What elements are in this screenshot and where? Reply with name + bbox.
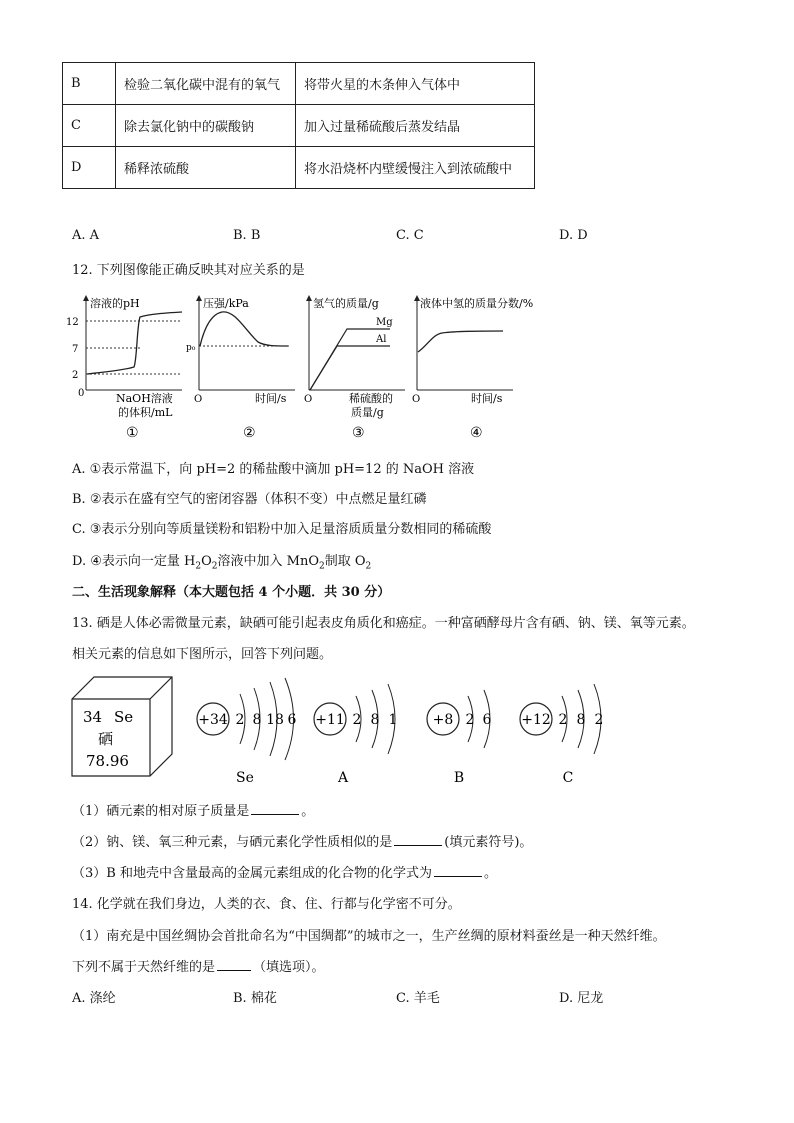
q12-option-c: C. ③表示分别向等质量镁粉和铝粉中加入足量溶质质量分数相同的稀硫酸: [72, 522, 492, 537]
q13-element-diagram: [70, 672, 630, 790]
graph-1-tick-12: 12: [66, 317, 79, 328]
q13-sub-1: （1）硒元素的相对原子质量是 。: [72, 804, 315, 819]
graph-3-xlabel-1: 稀硫酸的: [349, 392, 393, 405]
q14-option-c: C. 羊毛: [396, 991, 440, 1006]
nucleus-c: +12: [521, 712, 551, 728]
graph-1-number: ①: [126, 425, 139, 441]
q11-option-d: D. D: [559, 228, 588, 243]
graph-2-origin: O: [194, 394, 203, 405]
q12-option-b: B. ②表示在盛有空气的密闭容器（体积不变）中点燃足量红磷: [72, 492, 427, 507]
answer-blank[interactable]: [251, 813, 299, 815]
electron-shell: 6: [287, 712, 297, 728]
graph-2: [186, 296, 295, 441]
electron-shell: 2: [235, 712, 245, 728]
row-method: 将水沿烧杯内壁缓慢注入到浓硫酸中: [296, 147, 535, 189]
q11-option-a: A. A: [72, 228, 100, 243]
atom-b: [427, 690, 492, 786]
graph-2-number: ②: [243, 425, 256, 441]
electron-shell: 2: [465, 712, 475, 728]
electron-shell: 8: [370, 712, 380, 728]
row-purpose: 除去氯化钠中的碳酸钠: [116, 105, 296, 147]
experiment-table: [62, 62, 535, 189]
nucleus-a: +11: [315, 712, 345, 728]
atom-label-se: Se: [236, 770, 254, 786]
electron-shell: 8: [252, 712, 262, 728]
row-purpose: 稀释浓硫酸: [116, 147, 296, 189]
graph-1-xlabel-2: 的体积/mL: [118, 406, 173, 419]
element-cell: [72, 677, 172, 776]
electron-shell: 2: [594, 712, 604, 728]
electron-shell: 1: [388, 712, 398, 728]
graph-2-ylabel: 压强/kPa: [203, 297, 249, 310]
graph-1-tick-7: 7: [72, 344, 79, 355]
graph-3-al: Al: [376, 334, 387, 345]
row-method: 加入过量稀硫酸后蒸发结晶: [296, 105, 535, 147]
q13-sub-3: （3）B 和地壳中含量最高的金属元素组成的化合物的化学式为 。: [72, 866, 497, 881]
row-key: B: [63, 63, 116, 105]
q14-option-a: A. 涤纶: [72, 991, 116, 1006]
graph-4-ylabel: 液体中氢的质量分数/%: [420, 297, 534, 310]
atom-label-a: A: [337, 770, 349, 786]
graph-3-origin: O: [304, 394, 313, 405]
atom-label-b: B: [453, 770, 465, 786]
graph-3-mg: Mg: [376, 317, 393, 328]
row-method: 将带火星的木条伸入气体中: [296, 63, 535, 105]
cell-atomic-number: 34: [83, 708, 103, 726]
graph-1: [66, 296, 182, 441]
graph-4-xlabel: 时间/s: [471, 392, 503, 405]
answer-blank[interactable]: [217, 969, 251, 971]
graph-1-origin: 0: [78, 388, 85, 399]
graph-3-xlabel-2: 质量/g: [351, 406, 384, 419]
graph-2-p0: p₀: [186, 343, 196, 353]
q14-option-d: D. 尼龙: [559, 991, 604, 1006]
nucleus-se: +34: [198, 712, 228, 728]
graph-1-tick-2: 2: [72, 370, 79, 381]
row-key: C: [63, 105, 116, 147]
q12-stem: 12. 下列图像能正确反映其对应关系的是: [72, 263, 305, 278]
q14-sub-1b: 下列不属于天然纤维的是 （填选项）。: [72, 960, 325, 975]
row-purpose: 检验二氧化碳中混有的氧气: [116, 63, 296, 105]
nucleus-b: +8: [432, 712, 454, 728]
q14-sub-1: （1）南充是中国丝绸协会首批命名为“中国绸都”的城市之一，生产丝绸的原材料蚕丝是一种天然纤维。: [72, 929, 666, 944]
answer-blank[interactable]: [434, 875, 482, 877]
cell-name: 硒: [98, 730, 114, 748]
q12-option-a: A. ①表示常温下，向 pH=2 的稀盐酸中滴加 pH=12 的 NaOH 溶液: [72, 462, 475, 477]
electron-shell: 2: [352, 712, 362, 728]
q13-sub-2: （2）钠、镁、氧三种元素，与硒元素化学性质相似的是 (填元素符号)。: [72, 835, 533, 850]
q14-option-b: B. 棉花: [233, 991, 277, 1006]
table-row: [63, 105, 535, 147]
q11-option-c: C. C: [396, 228, 424, 243]
graph-3-number: ③: [352, 425, 365, 441]
electron-shell: 6: [482, 712, 492, 728]
electron-shell: 18: [266, 712, 284, 728]
graph-4: [412, 296, 533, 441]
q13-line-2: 相关元素的信息如下图所示，回答下列问题。: [72, 647, 333, 662]
atom-se: [197, 678, 297, 786]
graph-1-xlabel-1: NaOH溶液: [116, 392, 173, 405]
graph-4-origin: O: [412, 394, 421, 405]
q11-option-b: B. B: [233, 228, 261, 243]
section-2-heading: 二、生活现象解释（本大题包括 4 个小题．共 30 分）: [72, 585, 391, 600]
graph-1-ylabel: 溶液的pH: [90, 297, 140, 310]
atom-c: [520, 684, 603, 786]
atom-label-c: C: [562, 770, 574, 786]
cell-mass: 78.96: [86, 752, 129, 770]
electron-shell: 8: [576, 712, 586, 728]
q12-option-d: D. ④表示向一定量 $H_2O_2$溶液中加入 MnO$_2$制取 $O_2$: [72, 554, 372, 572]
graph-2-xlabel: 时间/s: [255, 392, 287, 405]
answer-blank[interactable]: [394, 844, 442, 846]
graph-3-ylabel: 氢气的质量/g: [313, 297, 379, 310]
row-key: D: [63, 147, 116, 189]
graph-4-number: ④: [470, 425, 483, 441]
table-row: [63, 63, 535, 105]
q14-stem: 14. 化学就在我们身边，人类的衣、食、住、行都与化学密不可分。: [72, 897, 461, 912]
table-row: [63, 147, 535, 189]
q12-graphs: [66, 290, 570, 445]
q13-line-1: 13. 硒是人体必需微量元素，缺硒可能引起表皮角质化和癌症。一种富硒酵母片含有硒、钠、镁、氧等元素。: [72, 616, 695, 631]
electron-shell: 2: [558, 712, 568, 728]
cell-symbol: Se: [114, 708, 134, 726]
graph-3: [304, 296, 405, 441]
atom-a: [314, 684, 397, 786]
